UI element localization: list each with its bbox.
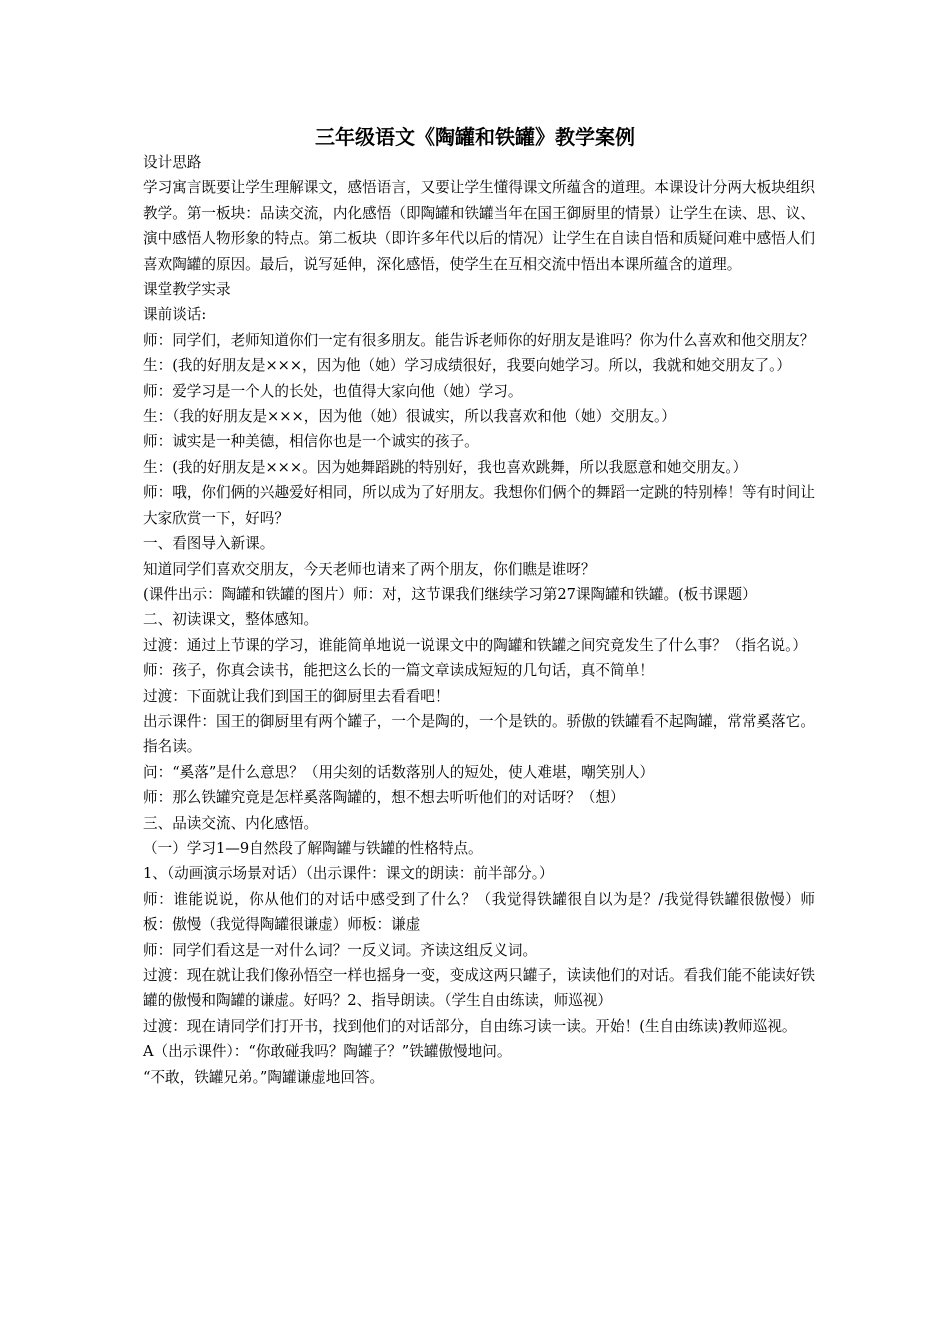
paragraph: 课前谈话: <box>143 306 207 324</box>
paragraph: 师：孩子，你真会读书，能把这么长的一篇文章读成短短的几句话，真不简单！ <box>143 662 654 680</box>
document-title: 三年级语文《陶罐和铁罐》教学案例 <box>315 125 635 149</box>
paragraph: 三、品读交流、内化感悟。 <box>143 814 319 832</box>
paragraph: 一、看图导入新课。 <box>143 535 275 553</box>
paragraph: 过渡：通过上节课的学习，谁能简单地说一说课文中的陶罐和铁罐之间究竟发生了什么事？（指名说。） <box>143 636 808 654</box>
paragraph: 课堂教学实录 <box>143 281 231 299</box>
paragraph: 生：(我的好朋友是×××，因为他（她）学习成绩很好，我要向她学习。所以，我就和她交朋友了。） <box>143 357 792 375</box>
paragraph: (课件出示：陶罐和铁罐的图片）师：对，这节课我们继续学习第27课陶罐和铁罐。(板书课题） <box>143 585 757 603</box>
paragraph: “不敢，铁罐兄弟。”陶罐谦虚地回答。 <box>143 1068 385 1086</box>
paragraph: 过渡：现在请同学们打开书，找到他们的对话部分，自由练习读一读。开始！(生自由练读)教师巡视。 <box>143 1017 797 1035</box>
paragraph: 师：哦，你们俩的兴趣爱好相同，所以成为了好朋友。我想你们俩个的舞蹈一定跳的特别棒！等有时间让大家欣赏一下，好吗？ <box>143 484 815 527</box>
paragraph: 师：诚实是一种美德，相信你也是一个诚实的孩子。 <box>143 433 479 451</box>
paragraph: 问：“奚落”是什么意思？（用尖刻的话数落别人的短处，使人难堪，嘲笑别人） <box>143 763 655 781</box>
paragraph: 出示课件：国王的御厨里有两个罐子，一个是陶的，一个是铁的。骄傲的铁罐看不起陶罐，常常奚落它。指名读。 <box>143 712 815 756</box>
paragraph: 师：同学们，老师知道你们一定有很多朋友。能告诉老师你的好朋友是谁吗？你为什么喜欢和他交朋友？ <box>143 331 815 349</box>
document-body <box>143 150 815 1090</box>
paragraph: 师：谁能说说，你从他们的对话中感受到了什么？（我觉得铁罐很自以为是？/我觉得铁罐很傲慢）师板：傲慢（我觉得陶罐很谦虚）师板：谦虚 <box>143 890 815 934</box>
paragraph: 过渡：下面就让我们到国王的御厨里去看看吧！ <box>143 687 450 705</box>
paragraph: 过渡：现在就让我们像孙悟空一样也摇身一变，变成这两只罐子，读读他们的对话。看我们能不能读好铁罐的傲慢和陶罐的谦虚。好吗？2、指导朗读。（学生自由练读，师巡视） <box>143 967 815 1010</box>
paragraph: 二、初读课文，整体感知。 <box>143 611 319 629</box>
paragraph: 生：（我的好朋友是×××，因为他（她）很诚实，所以我喜欢和他（她）交朋友。） <box>143 408 676 426</box>
paragraph: 师：爱学习是一个人的长处，也值得大家向他（她）学习。 <box>143 382 523 400</box>
paragraph: 师：同学们看这是一对什么词？一反义词。齐读这组反义词。 <box>143 941 538 959</box>
paragraph: 学习寓言既要让学生理解课文，感悟语言，又要让学生懂得课文所蕴含的道理。本课设计分两大板块组织教学。第一板块：品读交流，内化感悟（即陶罐和铁罐当年在国王御厨里的情景）让学生在读、思、议、演中感悟人物形象的特点。第二板块（即许多年代以后的情况）让学生在自读自悟和质疑问难中感悟人们喜欢陶罐的原因。最后，说写延伸，深化感悟，使学生在互相交流中悟出本课所蕴含的道理。 <box>143 179 815 273</box>
paragraph: 1、（动画演示场景对话）（出示课件：课文的朗读：前半部分。） <box>143 865 554 883</box>
paragraph: 设计思路 <box>143 154 202 171</box>
paragraph: （一）学习1—9自然段了解陶罐与铁罐的性格特点。 <box>143 839 483 857</box>
paragraph: 知道同学们喜欢交朋友，今天老师也请来了两个朋友，你们瞧是谁呀？ <box>143 560 596 578</box>
paragraph: 生：(我的好朋友是×××。因为她舞蹈跳的特别好，我也喜欢跳舞，所以我愿意和她交朋友。） <box>143 458 748 476</box>
paragraph: A（出示课件）：“你敢碰我吗？陶罐子？”铁罐傲慢地问。 <box>143 1043 512 1061</box>
paragraph: 师：那么铁罐究竟是怎样奚落陶罐的，想不想去听听他们的对话呀？（想） <box>143 789 625 807</box>
